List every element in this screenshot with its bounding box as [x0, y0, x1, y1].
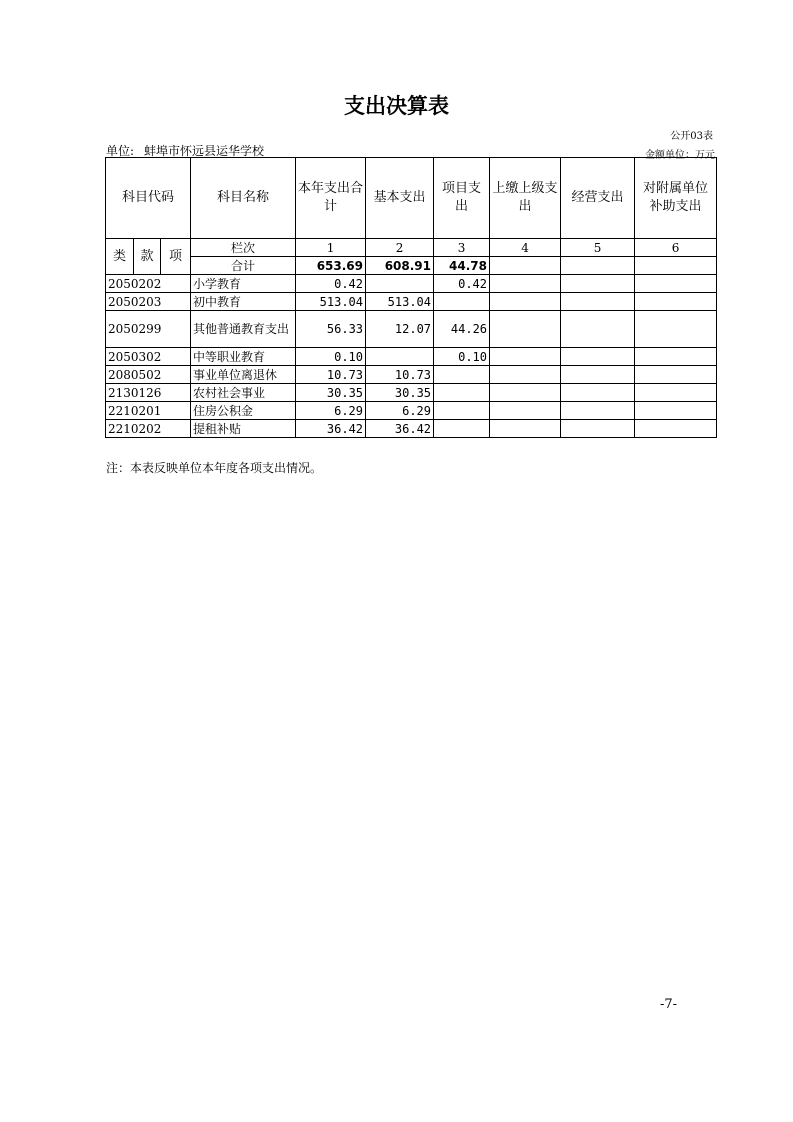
empty-cell — [490, 257, 561, 275]
header-total: 本年支出合计 — [296, 158, 366, 239]
row-code: 2080502 — [106, 366, 191, 384]
empty-cell — [561, 257, 635, 275]
row-total: 56.33 — [296, 311, 366, 348]
row-project — [434, 402, 490, 420]
row-name: 提租补贴 — [191, 420, 296, 438]
empty-cell — [561, 366, 635, 384]
page-title: 支出决算表 — [344, 94, 449, 118]
row-basic: 36.42 — [366, 420, 434, 438]
column-number: 6 — [635, 239, 717, 257]
header-code: 科目代码 — [106, 158, 191, 239]
expenditure-table — [105, 157, 717, 438]
empty-cell — [490, 293, 561, 311]
column-number: 3 — [434, 239, 490, 257]
page-number: -7- — [660, 997, 678, 1012]
header-name: 科目名称 — [191, 158, 296, 239]
header-row — [106, 158, 717, 239]
empty-cell — [635, 366, 717, 384]
row-code: 2210201 — [106, 402, 191, 420]
header-upper: 上缴上级支出 — [490, 158, 561, 239]
money-unit: 金额单位：万元 — [645, 150, 715, 161]
row-name: 小学教育 — [191, 275, 296, 293]
row-name: 初中教育 — [191, 293, 296, 311]
column-number: 4 — [490, 239, 561, 257]
row-name: 中等职业教育 — [191, 348, 296, 366]
row-basic: 10.73 — [366, 366, 434, 384]
empty-cell — [490, 402, 561, 420]
unit-label: 单位: — [106, 144, 135, 158]
row-total: 513.04 — [296, 293, 366, 311]
sub-header-xiang: 项 — [161, 239, 191, 275]
column-number: 1 — [296, 239, 366, 257]
row-name: 事业单位离退休 — [191, 366, 296, 384]
row-total: 0.42 — [296, 275, 366, 293]
row-code: 2050202 — [106, 275, 191, 293]
row-total: 6.29 — [296, 402, 366, 420]
column-number: 2 — [366, 239, 434, 257]
row-project: 0.42 — [434, 275, 490, 293]
row-project — [434, 384, 490, 402]
empty-cell — [561, 384, 635, 402]
row-basic — [366, 348, 434, 366]
row-project — [434, 366, 490, 384]
column-row-label: 栏次 — [191, 239, 296, 257]
row-name: 住房公积金 — [191, 402, 296, 420]
row-basic: 12.07 — [366, 311, 434, 348]
empty-cell — [635, 348, 717, 366]
row-basic — [366, 275, 434, 293]
row-project — [434, 293, 490, 311]
row-name: 农村社会事业 — [191, 384, 296, 402]
row-project: 44.26 — [434, 311, 490, 348]
empty-cell — [561, 275, 635, 293]
empty-cell — [561, 348, 635, 366]
row-total: 0.10 — [296, 348, 366, 366]
empty-cell — [490, 420, 561, 438]
empty-cell — [635, 257, 717, 275]
header-basic: 基本支出 — [366, 158, 434, 239]
summary-project: 44.78 — [434, 257, 490, 275]
table-row — [106, 384, 717, 402]
table-row — [106, 275, 717, 293]
empty-cell — [635, 402, 717, 420]
header-business: 经营支出 — [561, 158, 635, 239]
empty-cell — [635, 420, 717, 438]
empty-cell — [635, 275, 717, 293]
empty-cell — [561, 311, 635, 348]
row-code: 2130126 — [106, 384, 191, 402]
empty-cell — [490, 348, 561, 366]
empty-cell — [561, 402, 635, 420]
form-number: 公开03表 — [670, 131, 713, 142]
row-project — [434, 420, 490, 438]
row-code: 2210202 — [106, 420, 191, 438]
summary-row — [106, 257, 717, 275]
row-project: 0.10 — [434, 348, 490, 366]
sub-header-kuan: 款 — [134, 239, 161, 275]
row-code: 2050299 — [106, 311, 191, 348]
table-row — [106, 402, 717, 420]
row-total: 10.73 — [296, 366, 366, 384]
row-code: 2050203 — [106, 293, 191, 311]
header-project: 项目支出 — [434, 158, 490, 239]
unit-name: 蚌埠市怀远县运华学校 — [144, 144, 265, 158]
empty-cell — [561, 293, 635, 311]
row-basic: 30.35 — [366, 384, 434, 402]
summary-basic: 608.91 — [366, 257, 434, 275]
row-total: 30.35 — [296, 384, 366, 402]
empty-cell — [490, 275, 561, 293]
summary-label: 合计 — [191, 257, 296, 275]
summary-total: 653.69 — [296, 257, 366, 275]
empty-cell — [561, 420, 635, 438]
table-row — [106, 420, 717, 438]
table-row — [106, 293, 717, 311]
table-note: 注：本表反映单位本年度各项支出情况。 — [106, 461, 323, 475]
column-number-row — [106, 239, 717, 257]
table-row — [106, 348, 717, 366]
header-subsidy: 对附属单位补助支出 — [635, 158, 717, 239]
column-number: 5 — [561, 239, 635, 257]
empty-cell — [490, 384, 561, 402]
empty-cell — [635, 311, 717, 348]
row-name: 其他普通教育支出 — [191, 311, 296, 348]
row-basic: 513.04 — [366, 293, 434, 311]
empty-cell — [635, 293, 717, 311]
row-basic: 6.29 — [366, 402, 434, 420]
row-code: 2050302 — [106, 348, 191, 366]
empty-cell — [635, 384, 717, 402]
table-row — [106, 311, 717, 348]
table-row — [106, 366, 717, 384]
sub-header-lei: 类 — [106, 239, 134, 275]
row-total: 36.42 — [296, 420, 366, 438]
empty-cell — [490, 311, 561, 348]
empty-cell — [490, 366, 561, 384]
